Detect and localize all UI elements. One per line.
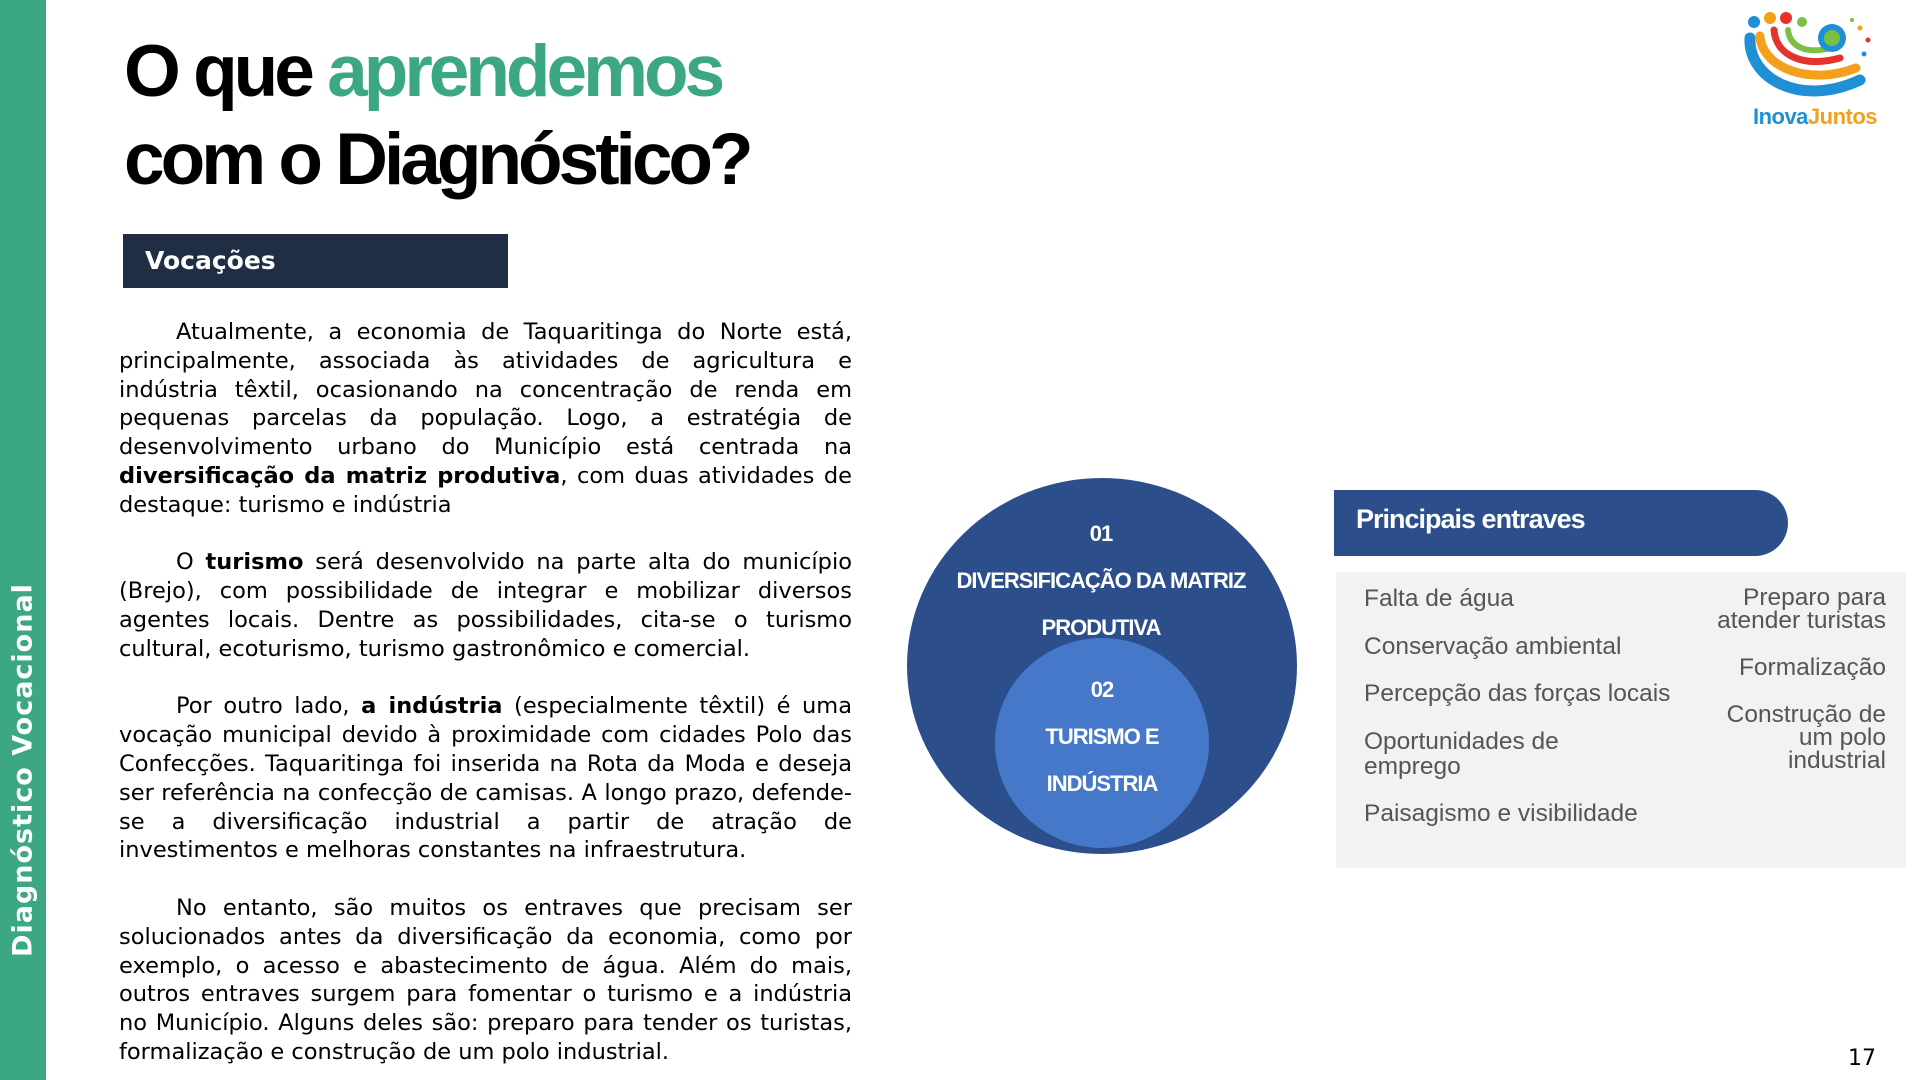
vocacoes-body <box>119 318 852 1067</box>
vocacoes-heading: Vocações <box>123 234 508 288</box>
entraves-heading: Principais entraves <box>1334 490 1788 556</box>
list-item: Falta de água <box>1364 585 1514 612</box>
list-item: Construção de um polo industrial <box>1726 701 1886 774</box>
list-item: Formalização <box>1738 654 1886 681</box>
page-title <box>124 28 750 204</box>
list-item: Paisagismo e visibilidade <box>1364 800 1638 827</box>
list-item: Percepção das forças locais <box>1364 680 1671 707</box>
entraves-right-list <box>1666 586 1886 796</box>
inova-juntos-logo <box>1740 8 1890 138</box>
paragraph-entraves: No entanto, são muitos os entraves que precisam ser solucionados antes da diversificação da economia, como por exemplo, o acesso e abastecimento de água. Além do mais, outros entraves surgem para fomentar o turismo e a indústria no Município. Alguns deles são: preparo para tender os turistas, formalização e construção de um polo industrial. <box>119 894 852 1065</box>
title-line2: com o Diagnóstico? <box>124 119 750 200</box>
logo-text: InovaJuntos <box>1752 104 1878 129</box>
list-item: Conservação ambiental <box>1364 632 1622 660</box>
entraves-left-list <box>1364 586 1704 849</box>
list-item: Preparo para atender turistas <box>1717 584 1886 634</box>
list-item: Oportunidades de emprego <box>1364 727 1559 780</box>
venn-inner-label: 02 TURISMO E INDÚSTRIA <box>1045 677 1159 796</box>
logo-icon <box>1740 8 1890 108</box>
entraves-panel <box>1336 572 1906 868</box>
title-accent: aprendemos <box>327 31 722 112</box>
section-label: Diagnóstico Vocacional <box>7 583 39 957</box>
paragraph-turismo: O turismo será desenvolvido na parte alta do município (Brejo), com possibilidade de integrar e mobilizar diversos agentes locais. Dentre as possibilidades, cita-se o turismo cultural, ecoturismo, turismo gastronômico e comercial. <box>119 549 852 662</box>
paragraph-economia: Atualmente, a economia de Taquaritinga do Norte está, principalmente, associada às atividades de agricultura e indústria têxtil, ocasionando na concentração de renda em pequenas parcelas da população. Logo, a estratégia de desenvolvimento urbano do Município está centrada na diversificação da matriz produtiva, com duas atividades de destaque: turismo e indústria <box>119 319 852 518</box>
venn-diagram <box>905 478 1295 858</box>
page-number: 17 <box>1848 1046 1876 1071</box>
venn-outer-label: 01 DIVERSIFICAÇÃO DA MATRIZ PRODUTIVA <box>956 521 1246 640</box>
paragraph-industria: Por outro lado, a indústria (especialmente têxtil) é uma vocação municipal devido à proximidade com cidades Polo das Confecções. Taquaritinga foi inserida na Rota da Moda e deseja ser referência na confecção de camisas. A longo prazo, defende-se a diversificação industrial a partir de atração de investimentos e melhoras constantes na infraestrutura. <box>119 693 853 864</box>
title-prefix: O que <box>124 31 328 112</box>
side-bar <box>0 0 46 1080</box>
